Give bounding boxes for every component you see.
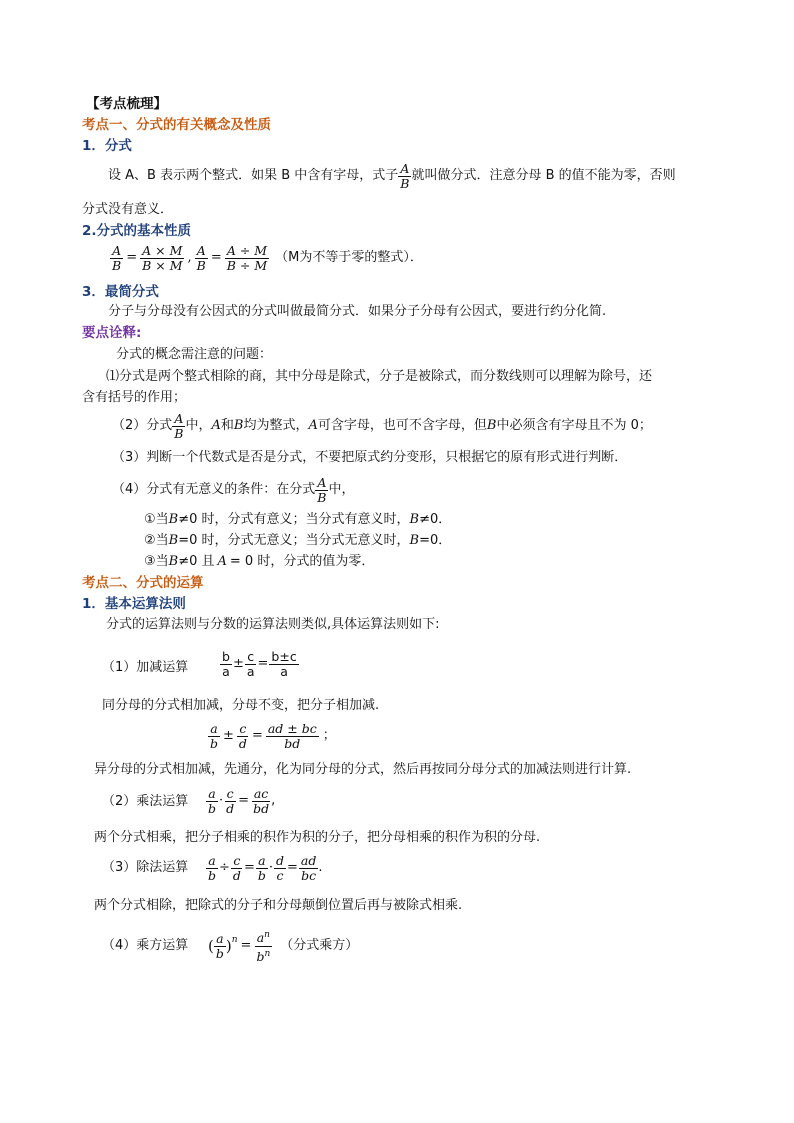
topic1-sub1-title: 1．分式 xyxy=(82,138,132,154)
fraction-definition-text-a: 设 A、B 表示两个整式．如果 B 中含有字母，式子 xyxy=(108,168,399,183)
frac-an-bn xyxy=(254,928,272,963)
left-paren: ( xyxy=(208,937,214,955)
frac-a-b xyxy=(208,722,220,751)
simplest-fraction-text: 分子与分母没有公因式的分式叫做最简分式．如果分子分母有公因式，要进行约分化简. xyxy=(108,304,607,319)
frac-c-d xyxy=(231,854,243,883)
frac-num: a xyxy=(208,852,216,868)
topic2-sub1-title: 1．基本运算法则 xyxy=(82,596,186,612)
frac-den: b xyxy=(257,867,266,883)
pow-label: （4）乘方运算 xyxy=(102,938,189,953)
frac-den: c xyxy=(276,867,284,883)
cond-text: ≠0 时，分式有意义；当分式有意义时， xyxy=(178,512,410,527)
frac-den: B xyxy=(112,257,122,273)
equals-sign: = xyxy=(126,250,138,265)
key-point-1-line1: ⑴分式是两个整式相除的商，其中分母是除式，分子是被除式，而分数线则可以理解为除号，还 xyxy=(106,369,653,384)
frac-num: ac xyxy=(253,785,269,801)
frac-d-c xyxy=(274,854,286,883)
frac-num: ad xyxy=(300,852,317,868)
frac-den: a xyxy=(222,663,230,679)
frac-den: d xyxy=(238,735,247,751)
frac-num: b±c xyxy=(271,648,297,664)
frac-a-b xyxy=(206,854,218,883)
frac-num: c xyxy=(233,852,241,868)
frac-num: A × M xyxy=(142,242,183,258)
frac-c-d xyxy=(224,787,236,816)
frac-a-b xyxy=(110,244,123,273)
topic1-sub3-title: 3．最简分式 xyxy=(82,284,159,300)
equals-sign: = xyxy=(257,656,269,671)
equals-sign: = xyxy=(251,728,263,743)
frac-den: a xyxy=(246,663,255,679)
add-different-denominator-formula xyxy=(208,718,336,754)
frac-a-b xyxy=(214,932,226,961)
frac-c-a xyxy=(245,650,257,679)
fraction-definition-cont: 分式没有意义． xyxy=(82,202,174,217)
cond-text: =0． xyxy=(419,533,452,548)
condition-2 xyxy=(144,533,451,549)
cond-text: =0 时，分式无意义；当分式无意义时， xyxy=(178,533,410,548)
kp2-text: 可含字母，也可不含字母，但 xyxy=(317,418,487,433)
cond-text: ①当 xyxy=(144,512,169,527)
frac-den: b xyxy=(215,945,224,961)
cond-var: B xyxy=(409,533,420,548)
kp2-text: （2）分式 xyxy=(112,418,173,433)
cond-var: B xyxy=(409,512,420,527)
fraction-definition-line xyxy=(108,160,676,192)
add-same-denominator-formula xyxy=(220,646,299,682)
exponent: n xyxy=(264,930,270,941)
frac-adpmbc-bd xyxy=(266,722,319,751)
frac-den: a xyxy=(280,663,288,679)
add-same-denominator-rule: 同分母的分式相加减，分母不变，把分子相加减. xyxy=(102,698,380,713)
kp2-var: B xyxy=(486,418,497,433)
pow-note: （分式乘方） xyxy=(280,938,359,953)
kp2-var: A xyxy=(211,418,221,433)
frac-num: c xyxy=(247,648,255,664)
equals-sign: = xyxy=(243,860,255,875)
frac-num: b xyxy=(222,648,230,664)
right-paren: ) xyxy=(225,937,232,955)
comma: , xyxy=(187,250,192,265)
topic2-title: 考点二、分式的运算 xyxy=(82,575,204,591)
frac-num: a xyxy=(258,852,266,868)
cond-var: A xyxy=(217,554,227,569)
key-point-4 xyxy=(112,474,354,506)
key-points-title: 要点诠释: xyxy=(82,325,142,341)
frac-den: b xyxy=(210,735,219,751)
div-label: （3）除法运算 xyxy=(102,860,189,875)
frac-bpmc-a xyxy=(269,650,298,679)
frac-den: bd xyxy=(284,735,301,751)
semicolon: ； xyxy=(322,728,336,743)
frac-den: bd xyxy=(253,800,270,816)
basic-property-formula xyxy=(110,240,423,276)
div-formula xyxy=(206,850,323,886)
frac-a-b xyxy=(206,787,218,816)
kp2-var: B xyxy=(233,418,244,433)
fraction-definition-text-b: 就叫做分式．注意分母 B 的值不能为零，否则 xyxy=(411,168,676,183)
condition-3 xyxy=(144,554,374,570)
frac-a-b-2 xyxy=(256,854,268,883)
frac-den: bc xyxy=(301,867,317,883)
dot-operator: · xyxy=(268,860,273,875)
fraction-a-over-b xyxy=(398,162,411,191)
cond-text: ≠0 且 xyxy=(178,554,215,569)
exponent: n xyxy=(231,935,238,945)
frac-den: B xyxy=(400,175,410,191)
frac-den: B xyxy=(317,489,327,505)
mul-formula xyxy=(206,783,275,819)
key-points-intro: 分式的概念需注意的问题： xyxy=(116,347,273,362)
frac-num: A xyxy=(196,242,206,258)
frac-a-div-m xyxy=(225,244,269,273)
frac-num: A xyxy=(174,410,184,426)
frac-num: a xyxy=(210,720,218,736)
frac-den: B xyxy=(174,425,184,441)
add-label: （1）加减运算 xyxy=(102,660,189,675)
equals-sign: = xyxy=(210,250,222,265)
frac-num: a xyxy=(216,930,224,946)
frac-den: B xyxy=(196,257,206,273)
frac-den: b xyxy=(208,867,217,883)
frac-num: A xyxy=(400,160,410,176)
exponent: n xyxy=(264,948,271,959)
frac-num: ad ± bc xyxy=(267,720,317,736)
kp2-var: A xyxy=(308,418,318,433)
cond-var: B xyxy=(168,512,179,527)
frac-a-b-2 xyxy=(195,244,208,273)
div-rule: 两个分式相除，把除式的分子和分母颠倒位置后再与被除式相乘. xyxy=(94,898,463,913)
frac-num: a xyxy=(208,785,216,801)
kp2-text: 中必须含有字母且不为 0； xyxy=(496,418,652,433)
period: . xyxy=(318,860,323,875)
frac-num: A xyxy=(112,242,122,258)
frac-am-bm xyxy=(140,244,184,273)
cond-text: ③当 xyxy=(144,554,169,569)
frac-den: d xyxy=(226,800,235,816)
key-point-2 xyxy=(112,410,652,442)
kp2-text: 中， xyxy=(185,418,212,433)
kp4-text: （4）分式有无意义的条件：在分式 xyxy=(112,482,316,497)
section-header: 【考点梳理】 xyxy=(86,96,167,112)
basic-property-note: （M为不等于零的整式）． xyxy=(275,250,423,265)
key-point-1-line2: 含有括号的作用； xyxy=(82,390,187,405)
topic1-title: 考点一、分式的有关概念及性质 xyxy=(82,117,271,133)
frac-den: b xyxy=(256,948,265,964)
frac-den: b xyxy=(208,800,217,816)
frac-num: c xyxy=(226,785,234,801)
frac-c-d xyxy=(237,722,249,751)
cond-text: ≠0． xyxy=(419,512,452,527)
key-point-3: （3）判断一个代数式是否是分式，不要把原式约分变形，只根据它的原有形式进行判断． xyxy=(112,450,628,465)
cond-text: ②当 xyxy=(144,533,169,548)
operations-intro: 分式的运算法则与分数的运算法则类似,具体运算法则如下: xyxy=(106,617,440,632)
kp2-text: 均为整式， xyxy=(243,418,309,433)
frac-den: B × M xyxy=(142,257,183,273)
pow-formula xyxy=(208,926,358,966)
frac-ac-bd xyxy=(251,787,271,816)
frac-num: c xyxy=(239,720,247,736)
dot-operator: · xyxy=(219,793,224,808)
frac-ad-bc xyxy=(299,854,318,883)
mul-label: （2）乘法运算 xyxy=(102,794,189,809)
frac-den: B ÷ M xyxy=(226,257,268,273)
kp2-text: 和 xyxy=(220,418,234,433)
kp4-text: 中， xyxy=(328,482,355,497)
frac-a-b-kp2 xyxy=(172,412,185,441)
frac-den: d xyxy=(232,867,241,883)
frac-num: A xyxy=(317,474,327,490)
equals-sign: = xyxy=(238,793,250,808)
mul-rule: 两个分式相乘，把分子相乘的积作为积的分子，把分母相乘的积作为积的分母. xyxy=(94,830,541,845)
equals-sign: = xyxy=(287,860,298,875)
equals-sign: = xyxy=(240,938,252,953)
plus-minus: ± xyxy=(223,728,234,743)
frac-num: A ÷ M xyxy=(226,242,268,258)
frac-a-b-kp4 xyxy=(315,476,328,505)
cond-var: B xyxy=(168,533,179,548)
comma: , xyxy=(271,793,276,808)
frac-num: d xyxy=(276,852,285,868)
frac-b-a xyxy=(220,650,232,679)
frac-num: a xyxy=(256,930,265,946)
division-operator: ÷ xyxy=(219,860,230,875)
add-different-denominator-rule: 异分母的分式相加减，先通分，化为同分母的分式，然后再按同分母分式的加减法则进行计算. xyxy=(94,762,632,777)
topic1-sub2-title: 2.分式的基本性质 xyxy=(82,223,192,239)
cond-var: B xyxy=(168,554,179,569)
cond-text: = 0 时，分式的值为零． xyxy=(229,554,375,569)
condition-1 xyxy=(144,512,451,528)
plus-minus: ± xyxy=(232,656,244,671)
